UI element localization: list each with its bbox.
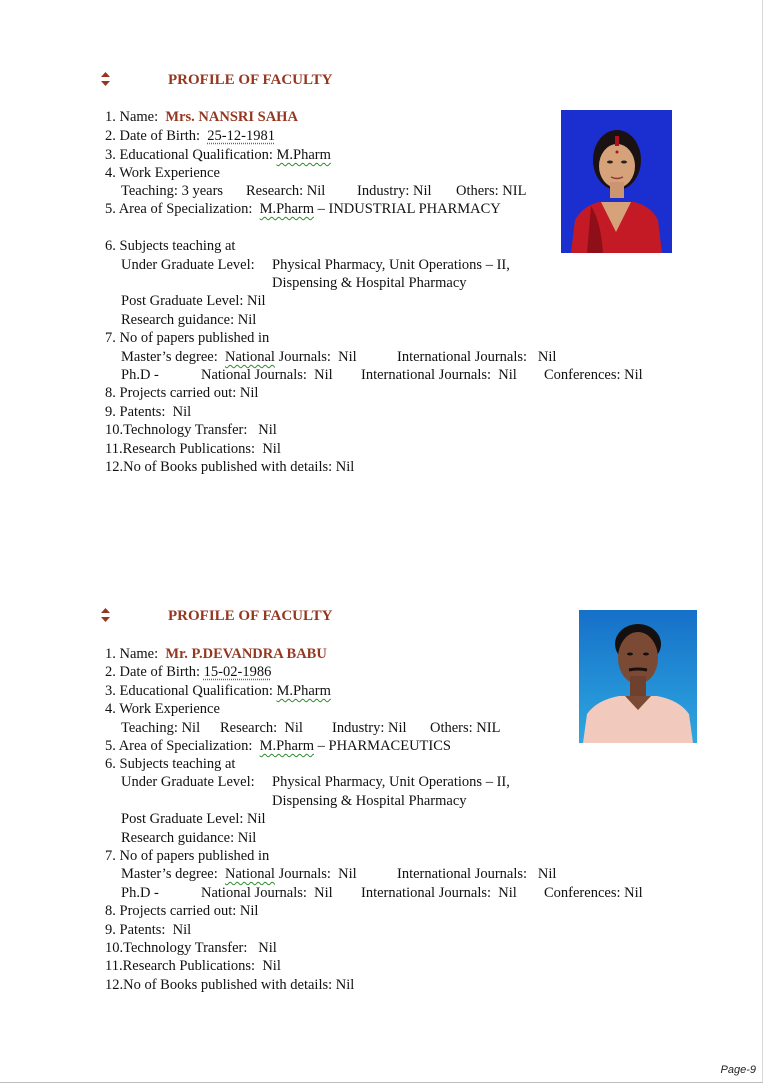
work-experience-label: 4. Work Experience bbox=[105, 165, 220, 181]
dob-label: 2. Date of Birth: bbox=[105, 664, 201, 680]
education-value: M.Pharm bbox=[276, 147, 331, 163]
masters-national-word: National bbox=[225, 866, 275, 882]
education-label: 3. Educational Qualification: bbox=[105, 147, 273, 163]
profile-heading: PROFILE OF FACULTY bbox=[168, 72, 333, 88]
education-row bbox=[105, 146, 331, 164]
diamond-bullet-icon bbox=[101, 72, 110, 86]
industry-exp: Industry: Nil bbox=[332, 720, 407, 736]
patents-row: 9. Patents: Nil bbox=[105, 404, 192, 420]
phd-label: Ph.D - bbox=[121, 367, 159, 383]
subjects-label: 6. Subjects teaching at bbox=[105, 238, 236, 254]
papers-label: 7. No of papers published in bbox=[105, 848, 270, 864]
masters-row bbox=[121, 348, 357, 366]
ug-subjects-1: Physical Pharmacy, Unit Operations – II, bbox=[272, 774, 510, 790]
masters-national-word: National bbox=[225, 349, 275, 365]
masters-national-value: Journals: Nil bbox=[278, 349, 357, 365]
specialization-row bbox=[105, 200, 501, 218]
research-guidance: Research guidance: Nil bbox=[121, 312, 257, 328]
specialization-degree: M.Pharm bbox=[259, 738, 314, 754]
faculty-name: Mr. P.DEVANDRA BABU bbox=[165, 646, 327, 662]
specialization-degree: M.Pharm bbox=[259, 201, 314, 217]
masters-row bbox=[121, 865, 357, 883]
diamond-bullet-icon bbox=[101, 608, 110, 622]
name-row bbox=[105, 645, 327, 663]
specialization-value: – PHARMACEUTICS bbox=[317, 738, 451, 754]
faculty-photo bbox=[579, 610, 697, 743]
teaching-exp: Teaching: Nil bbox=[121, 720, 201, 736]
work-experience-label: 4. Work Experience bbox=[105, 701, 220, 717]
research-publications-row: 11.Research Publications: Nil bbox=[105, 958, 281, 974]
specialization-label: 5. Area of Specialization: bbox=[105, 738, 253, 754]
masters-label: Master’s degree: bbox=[121, 349, 218, 365]
dob-row bbox=[105, 663, 271, 681]
ug-label: Under Graduate Level: bbox=[121, 257, 255, 273]
patents-row: 9. Patents: Nil bbox=[105, 922, 192, 938]
research-exp: Research: Nil bbox=[246, 183, 326, 199]
phd-international: International Journals: Nil bbox=[361, 367, 517, 383]
teaching-exp: Teaching: 3 years bbox=[121, 183, 224, 199]
pg-level: Post Graduate Level: Nil bbox=[121, 811, 266, 827]
projects-row: 8. Projects carried out: Nil bbox=[105, 385, 259, 401]
papers-label: 7. No of papers published in bbox=[105, 330, 270, 346]
education-value: M.Pharm bbox=[276, 683, 331, 699]
masters-national-value: Journals: Nil bbox=[278, 866, 357, 882]
name-label: 1. Name: bbox=[105, 109, 159, 125]
ug-subjects-2: Dispensing & Hospital Pharmacy bbox=[272, 275, 467, 291]
phd-national: National Journals: Nil bbox=[201, 367, 333, 383]
dob-value: 25-12-1981 bbox=[207, 128, 275, 144]
profile-heading: PROFILE OF FACULTY bbox=[168, 608, 333, 624]
specialization-value: – INDUSTRIAL PHARMACY bbox=[317, 201, 501, 217]
specialization-label: 5. Area of Specialization: bbox=[105, 201, 253, 217]
research-publications-row: 11.Research Publications: Nil bbox=[105, 441, 281, 457]
research-guidance: Research guidance: Nil bbox=[121, 830, 257, 846]
industry-exp: Industry: Nil bbox=[357, 183, 432, 199]
projects-row: 8. Projects carried out: Nil bbox=[105, 903, 259, 919]
education-row bbox=[105, 682, 331, 700]
dob-row bbox=[105, 127, 275, 145]
books-row: 12.No of Books published with details: Nil bbox=[105, 459, 355, 475]
research-exp: Research: Nil bbox=[220, 720, 303, 736]
tech-transfer-row: 10.Technology Transfer: Nil bbox=[105, 422, 277, 438]
phd-conferences: Conferences: Nil bbox=[544, 885, 643, 901]
dob-value: 15-02-1986 bbox=[203, 664, 272, 680]
dob-label: 2. Date of Birth: bbox=[105, 128, 201, 144]
phd-international: International Journals: Nil bbox=[361, 885, 517, 901]
phd-conferences: Conferences: Nil bbox=[544, 367, 643, 383]
page-number: Page-9 bbox=[720, 1064, 756, 1076]
masters-international: International Journals: Nil bbox=[397, 349, 557, 365]
pg-level: Post Graduate Level: Nil bbox=[121, 293, 266, 309]
others-exp: Others: NIL bbox=[430, 720, 501, 736]
masters-label: Master’s degree: bbox=[121, 866, 218, 882]
phd-label: Ph.D - bbox=[121, 885, 159, 901]
masters-international: International Journals: Nil bbox=[397, 866, 557, 882]
books-row: 12.No of Books published with details: Nil bbox=[105, 977, 355, 993]
phd-national: National Journals: Nil bbox=[201, 885, 333, 901]
subjects-label: 6. Subjects teaching at bbox=[105, 756, 236, 772]
tech-transfer-row: 10.Technology Transfer: Nil bbox=[105, 940, 277, 956]
faculty-name: Mrs. NANSRI SAHA bbox=[165, 109, 298, 125]
ug-subjects-2: Dispensing & Hospital Pharmacy bbox=[272, 793, 467, 809]
ug-subjects-1: Physical Pharmacy, Unit Operations – II, bbox=[272, 257, 510, 273]
name-row bbox=[105, 108, 298, 126]
others-exp: Others: NIL bbox=[456, 183, 527, 199]
name-label: 1. Name: bbox=[105, 646, 159, 662]
ug-label: Under Graduate Level: bbox=[121, 774, 255, 790]
faculty-photo bbox=[561, 110, 672, 253]
specialization-row bbox=[105, 737, 451, 755]
education-label: 3. Educational Qualification: bbox=[105, 683, 273, 699]
